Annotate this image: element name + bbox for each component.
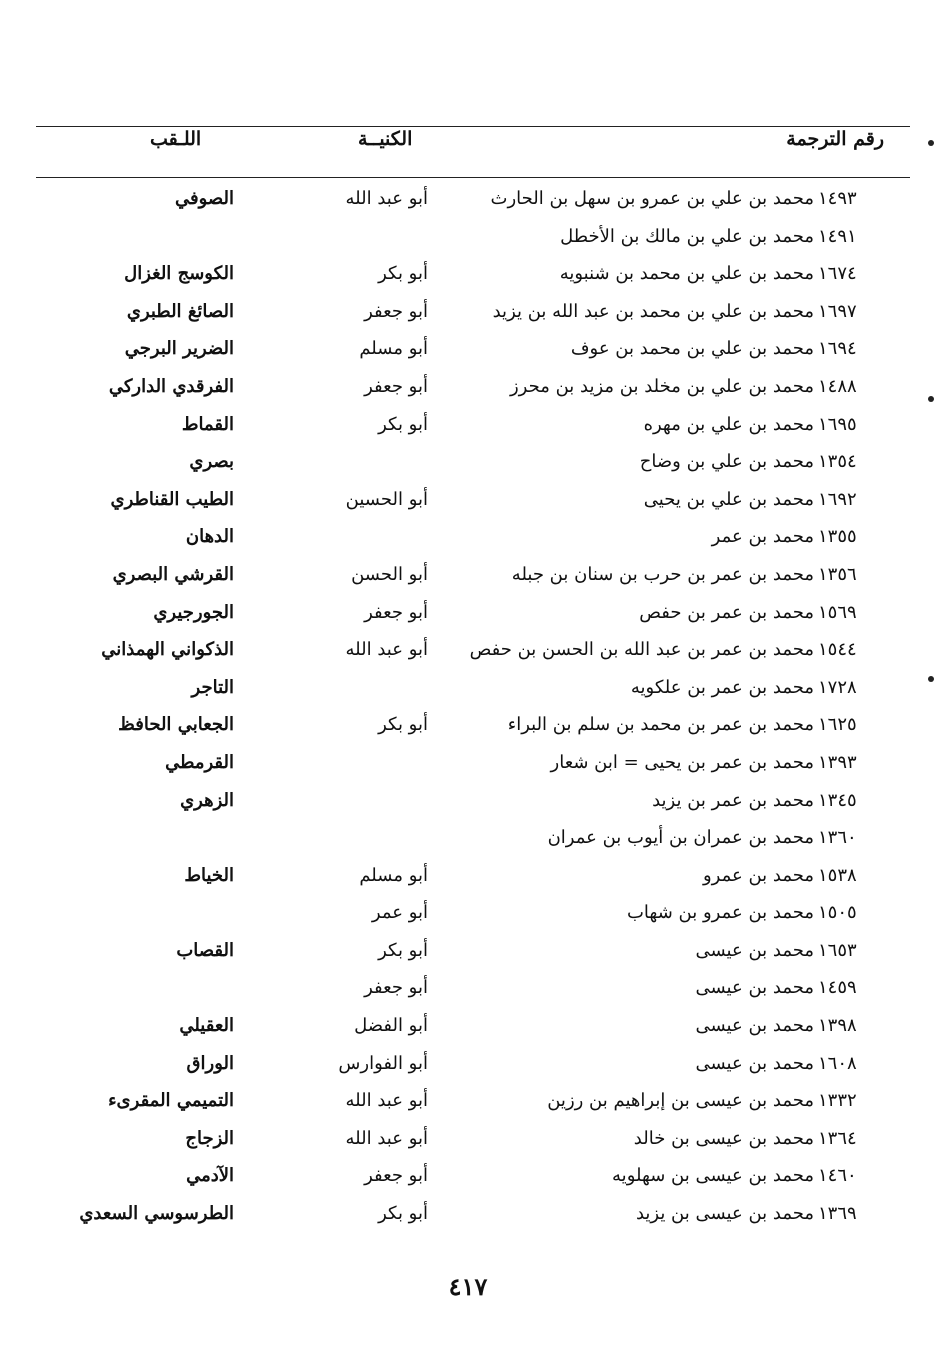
entry-name: محمد بن عمرو بن شهاب bbox=[626, 902, 814, 924]
entry-name: محمد بن علي بن محمد بن عبد الله بن يزيد bbox=[492, 300, 814, 322]
entry-kunya: أبو الفوارس bbox=[338, 1052, 428, 1074]
record-number: ١٣٥٥ bbox=[818, 526, 857, 548]
header-record-number: رقم الترجمة bbox=[786, 128, 884, 150]
record-number: ١٣٦٩ bbox=[818, 1203, 857, 1225]
entry-kunya: أبو عبد الله bbox=[345, 1090, 428, 1112]
record-number: ١٣٥٦ bbox=[818, 563, 857, 585]
entry-kunya: أبو الحسين bbox=[345, 488, 428, 510]
table-row bbox=[0, 301, 936, 339]
table-row bbox=[0, 414, 936, 452]
entry-laqab: الجعابي الحافظ bbox=[118, 714, 234, 736]
record-number: ١٦٢٥ bbox=[818, 714, 857, 736]
table-row bbox=[0, 714, 936, 752]
record-number: ١٦٩٥ bbox=[818, 413, 857, 435]
entry-name: محمد بن عمر بن يحيى = ابن شعار bbox=[550, 751, 814, 773]
entry-laqab: الجورجيري bbox=[153, 601, 234, 623]
entry-laqab: الطيب القناطري bbox=[110, 488, 234, 510]
entry-kunya: أبو الحسن bbox=[351, 563, 428, 585]
record-number: ١٤٨٨ bbox=[818, 375, 857, 397]
entry-name: محمد بن عيسى bbox=[695, 977, 814, 999]
entry-name: محمد بن عيسى بن خالد bbox=[633, 1127, 814, 1149]
table-row bbox=[0, 639, 936, 677]
record-number: ١٣٥٤ bbox=[818, 451, 857, 473]
entry-laqab: العقيلي bbox=[179, 1015, 234, 1037]
entry-laqab: الصائغ الطبري bbox=[126, 300, 234, 322]
entry-kunya: أبو بكر bbox=[378, 939, 428, 961]
header-rule bbox=[36, 177, 910, 178]
table-row bbox=[0, 376, 936, 414]
record-number: ١٦٩٧ bbox=[818, 300, 857, 322]
entry-laqab: الفرقدي الداركي bbox=[108, 375, 234, 397]
entry-laqab: القرمطي bbox=[165, 751, 234, 773]
table-row bbox=[0, 940, 936, 978]
entry-laqab: الصوفي bbox=[174, 188, 234, 209]
record-number: ١٤٦٠ bbox=[818, 1165, 857, 1187]
margin-mark bbox=[928, 140, 934, 146]
table-row bbox=[0, 489, 936, 527]
record-number: ١٥٠٥ bbox=[818, 902, 857, 924]
record-number: ١٦٩٢ bbox=[818, 488, 857, 510]
entry-kunya: أبو مسلم bbox=[359, 864, 428, 886]
entry-kunya: أبو عمر bbox=[371, 902, 428, 924]
table-row bbox=[0, 188, 936, 226]
table-row bbox=[0, 677, 936, 715]
entry-kunya: أبو مسلم bbox=[359, 338, 428, 360]
record-number: ١٥٣٨ bbox=[818, 864, 857, 886]
entry-name: محمد بن عمر bbox=[711, 526, 814, 548]
entry-name: محمد بن عمر بن عبد الله بن الحسن بن حفص bbox=[469, 639, 814, 661]
entry-name: محمد بن عمران بن أيوب بن عمران bbox=[547, 827, 814, 849]
entry-kunya: أبو الفضل bbox=[354, 1015, 428, 1037]
entry-laqab: الخياط bbox=[184, 864, 234, 886]
entry-name: محمد بن عمر بن حفص bbox=[639, 601, 814, 623]
entry-laqab: القرشي البصري bbox=[112, 563, 234, 585]
record-number: ١٣٤٥ bbox=[818, 789, 857, 811]
entry-name: محمد بن عمرو bbox=[702, 864, 814, 886]
entry-kunya: أبو عبد الله bbox=[345, 188, 428, 209]
entry-kunya: أبو بكر bbox=[378, 263, 428, 285]
entry-laqab: الضرير البرجي bbox=[124, 338, 234, 360]
record-number: ١٣٣٢ bbox=[818, 1090, 857, 1112]
entry-name: محمد بن عيسى بن إبراهيم بن رزين bbox=[547, 1090, 814, 1112]
page-number: ٤١٧ bbox=[448, 1272, 488, 1301]
entry-laqab: القماط bbox=[181, 413, 234, 435]
entry-name: محمد بن عيسى bbox=[695, 1015, 814, 1037]
entry-kunya: أبو جعفر bbox=[364, 601, 428, 623]
table-row bbox=[0, 790, 936, 828]
entry-name: محمد بن علي بن عمرو بن سهل بن الحارث bbox=[490, 188, 814, 209]
entry-laqab: التاجر bbox=[191, 676, 234, 698]
table-row bbox=[0, 526, 936, 564]
table-row bbox=[0, 865, 936, 903]
table-row bbox=[0, 1203, 936, 1241]
entry-name: محمد بن علي بن محمد بن شنبويه bbox=[559, 263, 814, 285]
entry-name: محمد بن عمر بن يزيد bbox=[652, 789, 814, 811]
record-number: ١٣٩٣ bbox=[818, 751, 857, 773]
entry-kunya: أبو جعفر bbox=[364, 1165, 428, 1187]
entry-name: محمد بن عيسى بن يزيد bbox=[635, 1203, 814, 1225]
entry-name: محمد بن عمر بن علكويه bbox=[630, 676, 814, 698]
entry-laqab: الكوسج الغزال bbox=[124, 263, 234, 285]
entry-kunya: أبو عبد الله bbox=[345, 639, 428, 661]
entry-laqab: الوراق bbox=[186, 1052, 234, 1074]
record-number: ١٥٤٤ bbox=[818, 639, 857, 661]
record-number: ١٧٢٨ bbox=[818, 676, 857, 698]
table-row bbox=[0, 602, 936, 640]
entry-kunya: أبو جعفر bbox=[364, 300, 428, 322]
record-number: ١٤٥٩ bbox=[818, 977, 857, 999]
record-number: ١٣٦٠ bbox=[818, 827, 857, 849]
table-row bbox=[0, 451, 936, 489]
table-row bbox=[0, 263, 936, 301]
record-number: ١٤٩٣ bbox=[818, 188, 857, 209]
entry-laqab: الطرسوسي السعدي bbox=[79, 1203, 234, 1225]
record-number: ١٣٩٨ bbox=[818, 1015, 857, 1037]
record-number: ١٣٦٤ bbox=[818, 1127, 857, 1149]
table-row bbox=[0, 564, 936, 602]
table-row bbox=[0, 1165, 936, 1203]
entry-laqab: بصري bbox=[189, 451, 234, 473]
table-row bbox=[0, 1090, 936, 1128]
table-row bbox=[0, 1128, 936, 1166]
table-row bbox=[0, 1053, 936, 1091]
entry-name: محمد بن علي بن يحيى bbox=[643, 488, 814, 510]
entry-kunya: أبو عبد الله bbox=[345, 1127, 428, 1149]
record-number: ١٥٦٩ bbox=[818, 601, 857, 623]
table-row bbox=[0, 1015, 936, 1053]
entry-name: محمد بن عيسى bbox=[695, 1052, 814, 1074]
entry-laqab: الآدمي bbox=[186, 1165, 234, 1187]
entry-laqab: الزجاج bbox=[185, 1127, 234, 1149]
entry-kunya: أبو جعفر bbox=[364, 375, 428, 397]
entry-name: محمد بن علي بن وضاح bbox=[639, 451, 814, 473]
entry-name: محمد بن علي بن محمد بن عوف bbox=[570, 338, 814, 360]
entry-kunya: أبو جعفر bbox=[364, 977, 428, 999]
header-laqab: اللـقب bbox=[150, 128, 202, 150]
entry-laqab: الدهان bbox=[185, 526, 234, 548]
entry-name: محمد بن عيسى بن سهلويه bbox=[612, 1165, 814, 1187]
record-number: ١٤٩١ bbox=[818, 225, 857, 247]
table-row bbox=[0, 902, 936, 940]
table-row bbox=[0, 827, 936, 865]
entry-name: محمد بن عيسى bbox=[695, 939, 814, 961]
record-number: ١٦٠٨ bbox=[818, 1052, 857, 1074]
header-kunya: الكنيــة bbox=[358, 128, 413, 150]
entry-laqab: الزهري bbox=[180, 789, 234, 811]
entry-kunya: أبو بكر bbox=[378, 714, 428, 736]
entry-kunya: أبو بكر bbox=[378, 413, 428, 435]
table-row bbox=[0, 338, 936, 376]
entries-table bbox=[0, 188, 936, 1241]
top-rule bbox=[36, 126, 910, 127]
margin-mark bbox=[928, 396, 934, 402]
entry-name: محمد بن علي بن مالك بن الأخطل bbox=[560, 225, 814, 247]
table-row bbox=[0, 977, 936, 1015]
entry-kunya: أبو بكر bbox=[378, 1203, 428, 1225]
entry-name: محمد بن علي بن مخلد بن مزيد بن محرز bbox=[509, 375, 814, 397]
entry-laqab: التميمي المقرىء bbox=[108, 1090, 234, 1112]
entry-name: محمد بن عمر بن محمد بن سلم بن البراء bbox=[507, 714, 814, 736]
entry-name: محمد بن علي بن مهره bbox=[643, 413, 814, 435]
record-number: ١٦٧٤ bbox=[818, 263, 857, 285]
table-row bbox=[0, 226, 936, 264]
table-row bbox=[0, 752, 936, 790]
entry-name: محمد بن عمر بن حرب بن سنان بن جبله bbox=[511, 563, 814, 585]
entry-laqab: القصاب bbox=[176, 939, 234, 961]
record-number: ١٦٥٣ bbox=[818, 939, 857, 961]
record-number: ١٦٩٤ bbox=[818, 338, 857, 360]
entry-laqab: الذكواني الهمذاني bbox=[101, 639, 234, 661]
margin-mark bbox=[928, 676, 934, 682]
